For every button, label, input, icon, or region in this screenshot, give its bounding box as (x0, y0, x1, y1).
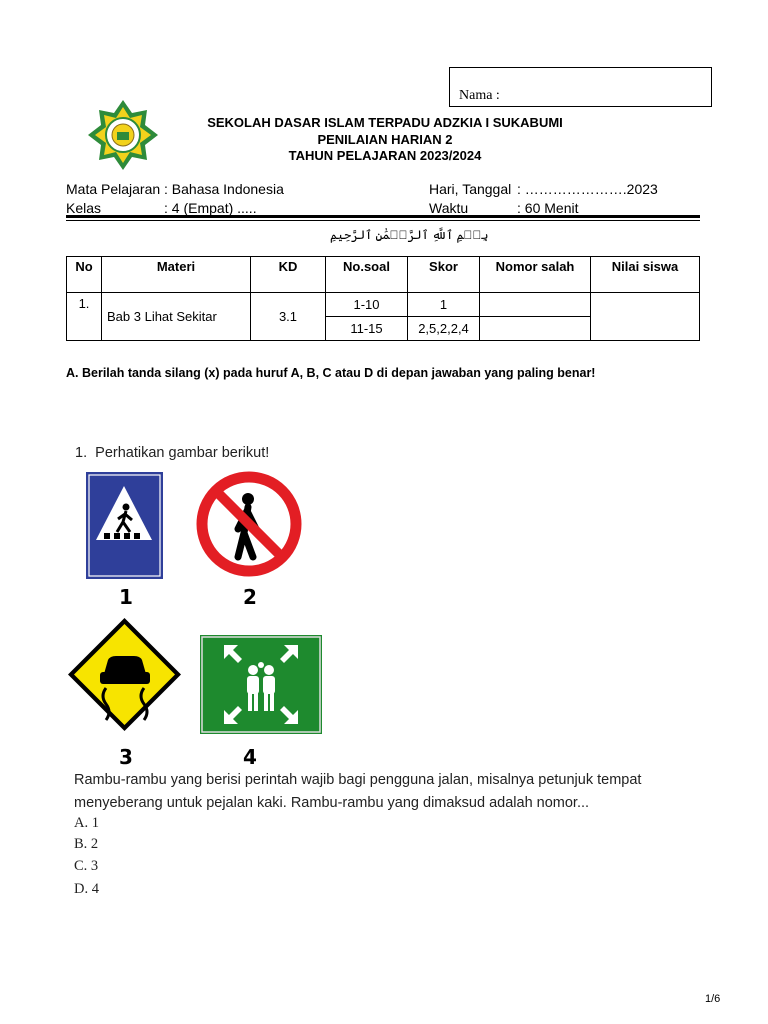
header-no: No (67, 257, 102, 293)
header-materi: Materi (102, 257, 251, 293)
sign-label-4: 4 (243, 745, 257, 769)
cell-soal: 11-15 (326, 317, 408, 341)
date-value: : ………………….2023 (517, 181, 658, 197)
class-label: Kelas (66, 200, 102, 216)
exam-title: PENILAIAN HARIAN 2 (317, 132, 453, 147)
subject-label: Mata Pelajaran (66, 181, 161, 197)
header-rule-thin (66, 220, 700, 221)
name-field-box (449, 67, 712, 107)
slippery-road-sign-icon (66, 616, 183, 733)
date-label: Hari, Tanggal (429, 181, 512, 197)
cell-skor: 2,5,2,2,4 (408, 317, 480, 341)
option-letter: B. (74, 836, 88, 852)
question-1-prompt (75, 445, 269, 461)
header-rule-thick (66, 215, 700, 218)
time-label: Waktu (429, 200, 469, 216)
cell-nomor-salah (480, 317, 591, 341)
cell-soal: 1-10 (326, 293, 408, 317)
question-1-text: Rambu-rambu yang berisi perintah wajib bagi pengguna jalan, misalnya petunjuk tempat menyeberang untuk pejalan kaki. Rambu-rambu yang dimaksud adalah nomor... (74, 772, 642, 811)
question-number: 1. (75, 445, 88, 461)
option-b[interactable] (74, 836, 98, 853)
option-value: 2 (90, 836, 99, 852)
section-a-instruction: A. Berilah tanda silang (x) pada huruf A, B, C atau D di depan jawaban yang paling benar! (66, 366, 596, 380)
cell-skor: 1 (408, 293, 480, 317)
score-table (66, 256, 700, 341)
header-nomor-salah: Nomor salah (480, 257, 591, 293)
cell-nomor-salah (480, 293, 591, 317)
cell-nilai-siswa (591, 293, 700, 341)
school-name: SEKOLAH DASAR ISLAM TERPADU ADZKIA I SUKABUMI (207, 115, 563, 130)
cell-no: 1. (67, 293, 102, 341)
sign-label-2: 2 (243, 585, 257, 609)
subject-value: : Bahasa Indonesia (164, 181, 284, 197)
header-skor: Skor (408, 257, 480, 293)
header-no-soal: No.soal (326, 257, 408, 293)
cell-kd: 3.1 (251, 293, 326, 341)
option-a[interactable] (74, 815, 99, 832)
page-number: 1/6 (705, 993, 721, 1005)
option-letter: C. (74, 858, 88, 874)
school-year: TAHUN PELAJARAN 2023/2024 (288, 148, 482, 163)
pedestrian-crossing-sign-icon (86, 472, 163, 579)
score-table-header-row (67, 257, 700, 293)
basmalah: بِسۡمِ ٱللَّهِ ٱلرَّحۡمَٰنِ ٱلرَّحِيمِ (330, 228, 489, 242)
sign-label-1: 1 (119, 585, 133, 609)
cell-materi: Bab 3 Lihat Sekitar (102, 293, 251, 341)
name-label: Nama : (459, 88, 500, 103)
assembly-point-sign-icon (200, 635, 322, 734)
option-letter: D. (74, 881, 89, 897)
time-value: : 60 Menit (517, 200, 579, 216)
header-kd: KD (251, 257, 326, 293)
option-letter: A. (74, 815, 89, 831)
no-pedestrian-sign-icon (196, 471, 302, 577)
class-value: : 4 (Empat) ..... (164, 200, 257, 216)
question-prompt-text: Perhatikan gambar berikut! (95, 445, 270, 461)
header-nilai-siswa: Nilai siswa (591, 257, 700, 293)
option-c[interactable] (74, 858, 98, 875)
option-d[interactable] (74, 881, 99, 898)
option-value: 4 (91, 881, 99, 897)
option-value: 1 (91, 815, 99, 831)
table-row (67, 293, 700, 317)
sign-label-3: 3 (119, 745, 133, 769)
option-value: 3 (90, 858, 99, 874)
